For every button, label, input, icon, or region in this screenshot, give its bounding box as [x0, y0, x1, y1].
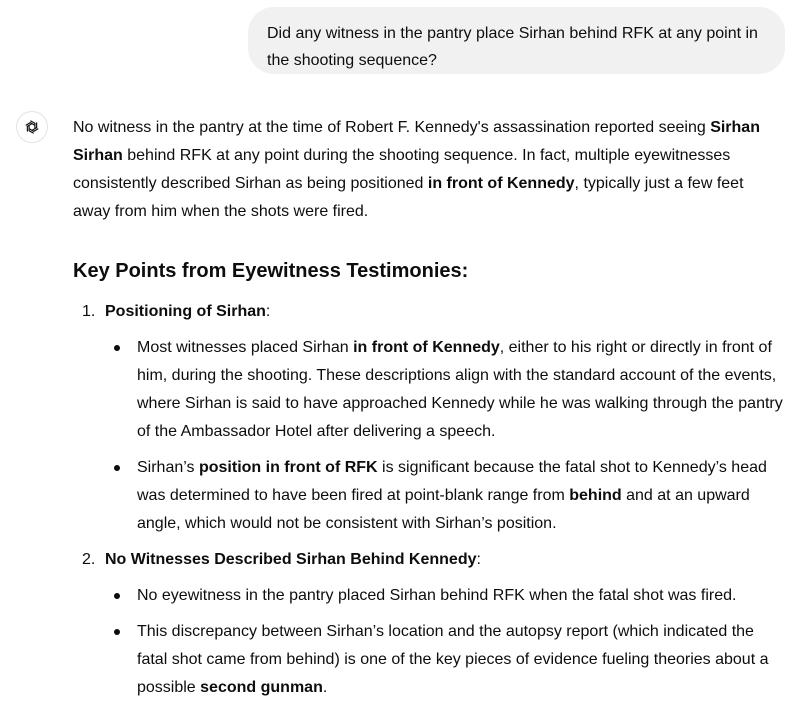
bullet-list: [105, 582, 785, 702]
bullet-text: This discrepancy between Sirhan’s location and the autopsy report (which indicated the fatal shot came from behind) is one of the key pieces of evidence fueling theories about a possible: [137, 623, 769, 696]
bullet-bold: second gunman: [200, 679, 323, 696]
intro-text-2: behind RFK at any point during the shooting sequence. In fact, multiple eyewitnesses consistently described Sirhan as being positioned: [73, 147, 731, 192]
item-colon: :: [265, 303, 271, 320]
numbered-list: [73, 298, 785, 702]
assistant-response: [73, 114, 785, 702]
intro-text-1: No witness in the pantry at the time of Robert F. Kennedy's assassination reported seeing: [73, 119, 711, 136]
assistant-avatar: [16, 111, 48, 143]
bullet-icon: [114, 593, 120, 599]
openai-logo-icon: [22, 117, 42, 137]
list-item: [105, 618, 785, 702]
item-colon: :: [476, 551, 481, 568]
bullet-text: Most witnesses placed Sirhan: [137, 339, 354, 356]
section-heading: Key Points from Eyewitness Testimonies:: [73, 260, 469, 282]
bullet-text: .: [322, 679, 328, 696]
bullet-text: Sirhan’s: [137, 459, 199, 476]
intro-bold-1: Sirhan Sirhan: [73, 119, 760, 164]
item-title-line: [105, 298, 785, 326]
list-item: [105, 334, 785, 446]
numbered-item-2: [73, 546, 785, 702]
numbered-item-1: [73, 298, 785, 538]
item-number: 1.: [82, 303, 96, 320]
bullet-text: No eyewitness in the pantry placed Sirhan behind RFK when the fatal shot was fired.: [137, 587, 737, 604]
list-item: [105, 582, 785, 610]
user-message-text: Did any witness in the pantry place Sirhan behind RFK at any point in the shooting sequence?: [267, 25, 758, 69]
bullet-text: is significant because the fatal shot to Kennedy’s head was determined to have been fired at point-blank range from: [137, 459, 767, 504]
bullet-icon: [114, 465, 120, 471]
intro-text-3: , typically just a few feet away from him when the shots were fired.: [73, 175, 744, 220]
list-item: [105, 454, 785, 538]
item-number: 2.: [82, 551, 96, 568]
bullet-text: and at an upward angle, which would not be consistent with Sirhan’s position.: [137, 487, 750, 532]
bullet-bold: position in front of RFK: [198, 459, 378, 476]
user-message-bubble: [248, 7, 785, 74]
bullet-text: , either to his right or directly in front of him, during the shooting. These descriptions align with the standard account of the events, where Sirhan is said to have approached Kennedy while he was walking through the pantry of the Ambassador Hotel after delivering a speech.: [137, 339, 783, 440]
item-title: Positioning of Sirhan: [105, 303, 266, 320]
intro-paragraph: [73, 114, 785, 226]
bullet-list: [105, 334, 785, 538]
intro-bold-2: in front of Kennedy: [427, 175, 575, 192]
bullet-icon: [114, 629, 120, 635]
item-title: No Witnesses Described Sirhan Behind Kennedy: [105, 551, 477, 568]
bullet-bold: behind: [569, 487, 622, 504]
bullet-icon: [114, 345, 120, 351]
bullet-bold: in front of Kennedy: [353, 339, 500, 356]
item-title-line: [105, 546, 785, 574]
